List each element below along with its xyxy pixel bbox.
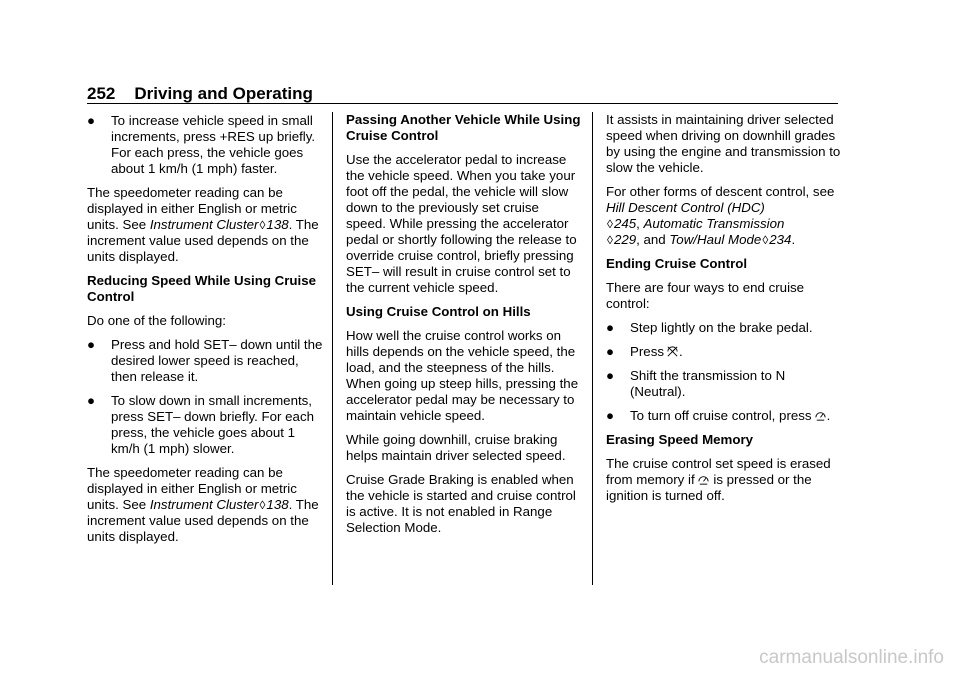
column-divider: [592, 112, 593, 585]
list-item: ● Shift the transmission to N (Neutral).: [606, 368, 786, 399]
page-number: 252: [87, 84, 116, 103]
cross-reference-link[interactable]: Tow/Haul Mode: [669, 232, 762, 247]
cross-reference-link[interactable]: Automatic Transmission: [643, 216, 785, 231]
list-item: ● To increase vehicle speed in small increments, press +RES up briefly. For each press, the vehicle goes about 1 km/h (1 mph) faster.: [87, 113, 316, 176]
section-heading: Passing Another Vehicle While Using Cruise Control: [346, 112, 581, 143]
list-item: ● To turn off cruise control, press .: [606, 408, 831, 423]
bullet-icon: ●: [87, 393, 96, 408]
cross-reference-link[interactable]: Hill Descent Control (HDC): [606, 200, 765, 215]
bullet-icon: ●: [606, 408, 615, 423]
section-heading: Erasing Speed Memory: [606, 432, 754, 447]
section-heading: Reducing Speed While Using Cruise Control: [87, 273, 317, 304]
cruise-onoff-icon: [697, 473, 710, 486]
header-rule: [87, 103, 838, 104]
bullet-icon: ●: [87, 113, 96, 128]
paragraph: The cruise control set speed is erased from memory if is pressed or the ignition is turned off.: [606, 456, 831, 503]
page-ref[interactable]: 234: [769, 232, 792, 247]
paragraph: The speedometer reading can be displayed in either English or metric units. See Instrument Cluster◊138. The increment value used depends on the units displayed.: [87, 185, 319, 264]
list-item: ● Step lightly on the brake pedal.: [606, 320, 813, 335]
watermark: carmanualsonline.info: [759, 647, 944, 668]
page-ref[interactable]: 229: [613, 232, 637, 247]
paragraph: Cruise Grade Braking is enabled when the vehicle is started and cruise control is active. It is not enabled in Range Selection Mode.: [346, 472, 576, 535]
page-header: [87, 84, 313, 104]
list-item: ● Press .: [606, 344, 683, 359]
paragraph: How well the cruise control works on hills depends on the vehicle speed, the load, and the steepness of the hills. When going up steep hills, pressing the accelerator pedal may be necessary to maintain vehicle speed.: [346, 328, 579, 423]
paragraph: Use the accelerator pedal to increase the vehicle speed. When you take your foot off the pedal, the vehicle will slow down to the previously set cruise speed. While pressing the accelerator pedal or shortly following the release to override cruise control, briefly pressing SET– will result in cruise control set to the current vehicle speed.: [346, 152, 577, 295]
cruise-onoff-icon: [814, 409, 827, 422]
page-ref[interactable]: 245: [613, 216, 637, 231]
paragraph: There are four ways to end cruise control:: [606, 280, 805, 311]
list-item: ● Press and hold SET– down until the desired lower speed is reached, then release it.: [87, 337, 323, 384]
section-title: Driving and Operating: [134, 84, 313, 103]
column-right: [606, 112, 842, 512]
page-ref-icon: ◊: [607, 233, 613, 247]
paragraph: The speedometer reading can be displayed in either English or metric units. See Instrument Cluster◊138. The increment value used depends on the units displayed.: [87, 465, 319, 544]
column-divider: [332, 112, 333, 585]
bullet-icon: ●: [87, 337, 96, 352]
list-item: ● To slow down in small increments, press SET– down briefly. For each press, the vehicle goes about 1 km/h (1 mph) slower.: [87, 393, 314, 456]
page-ref-icon: ◊: [607, 217, 613, 231]
column-middle: [346, 112, 582, 544]
paragraph: While going downhill, cruise braking helps maintain driver selected speed.: [346, 432, 566, 463]
bullet-icon: ●: [606, 320, 615, 335]
page-ref[interactable]: 138: [266, 217, 289, 232]
paragraph: Do one of the following:: [87, 313, 226, 328]
page-ref[interactable]: 138: [266, 497, 289, 512]
cross-reference-link[interactable]: Instrument Cluster: [149, 217, 259, 232]
section-heading: Using Cruise Control on Hills: [346, 304, 531, 319]
paragraph: It assists in maintaining driver selected speed when driving on downhill grades by using the engine and transmission to slow the vehicle.: [606, 112, 841, 175]
page-ref-icon: ◊: [259, 498, 266, 512]
cruise-cancel-icon: [666, 345, 679, 358]
page-ref-icon: ◊: [259, 218, 266, 232]
paragraph: For other forms of descent control, see Hill Descent Control (HDC) ◊245, Automatic Transmission ◊229, and Tow/Haul Mode◊234.: [606, 184, 835, 247]
bullet-icon: ●: [606, 368, 615, 383]
column-left: [87, 112, 323, 553]
cross-reference-link[interactable]: Instrument Cluster: [149, 497, 259, 512]
section-heading: Ending Cruise Control: [606, 256, 748, 271]
bullet-icon: ●: [606, 344, 615, 359]
page-ref-icon: ◊: [762, 233, 769, 247]
